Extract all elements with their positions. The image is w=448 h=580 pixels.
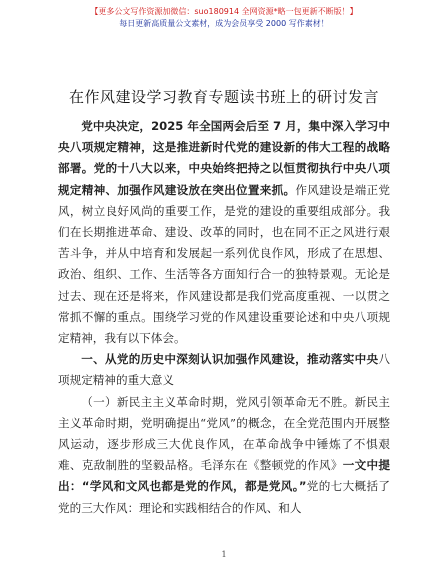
intro-lead: 党中央决定，2025 年全国两会后至 7 月，集中深入学习中央八项规定精神，这是推进新时代党的建设新的伟大工程的战略部署。党的十八大以来，中央始终把持之以恒贯彻执行中 — [58, 119, 390, 176]
body-paragraph — [58, 392, 390, 519]
promo-banner — [0, 6, 448, 30]
section-heading — [58, 349, 390, 391]
paragraph-tail: 党的七大概括了党的三大作风：理论和实践相结合的作风、和人 — [58, 479, 390, 515]
paragraph-quote: 一文中提出：“学风和文风也都是党的作风，都是党风。” — [58, 458, 390, 494]
intro-bold-phrase: 央八项规定精神、加强作风建设放在突出位置来抓。 — [58, 161, 390, 197]
section-heading-rest: 八项规定精神的重大意义 — [58, 352, 390, 388]
paragraph-text: （一）新民主主义革命时期，党风引领革命无不胜。新民主主义革命时期，党明确提出“党风”的概念，在全党范围内开展整风运动，逐步形成三大优良作风，在革命战争中锤炼了不惧艰难、克敌制胜的坚毅品格。毛泽东在《整顿党的作风》 — [58, 394, 390, 473]
intro-paragraph — [58, 116, 390, 349]
document-title: 在作风建设学习教育专题读书班上的研讨发言 — [68, 88, 379, 106]
document-body — [58, 116, 390, 519]
promo-line-1: 【更多公文写作资源加微信：suo180914 全网资源*略一包更新不断版！】 — [90, 7, 358, 16]
promo-line-2: 每日更新高质量公文素材，成为会员享受 2000 写作素材！ — [119, 19, 329, 28]
intro-tail: 作风建设是端正党风，树立良好风尚的重要工作，是党的建设的重要组成部分。我们在长期推进革命、建设、改革的同时，也在同不正之风进行艰苦斗争，并从中培育和发展起一系列优良作风，形成了在思想、政治、组织、工作、生活等各方面知行合一的独特景观。无论是过去、现在还是将来，作风建设都是我们党高度重视、一以贯之常抓不懈的重点。围绕学习党的作风建设重要论述和中央八项规定精神，我有以下体会。 — [58, 182, 390, 346]
section-heading-bold: 一、从党的历史中深刻认识加强作风建设，推动落实中央 — [81, 352, 379, 367]
page-number: 1 — [221, 550, 227, 559]
